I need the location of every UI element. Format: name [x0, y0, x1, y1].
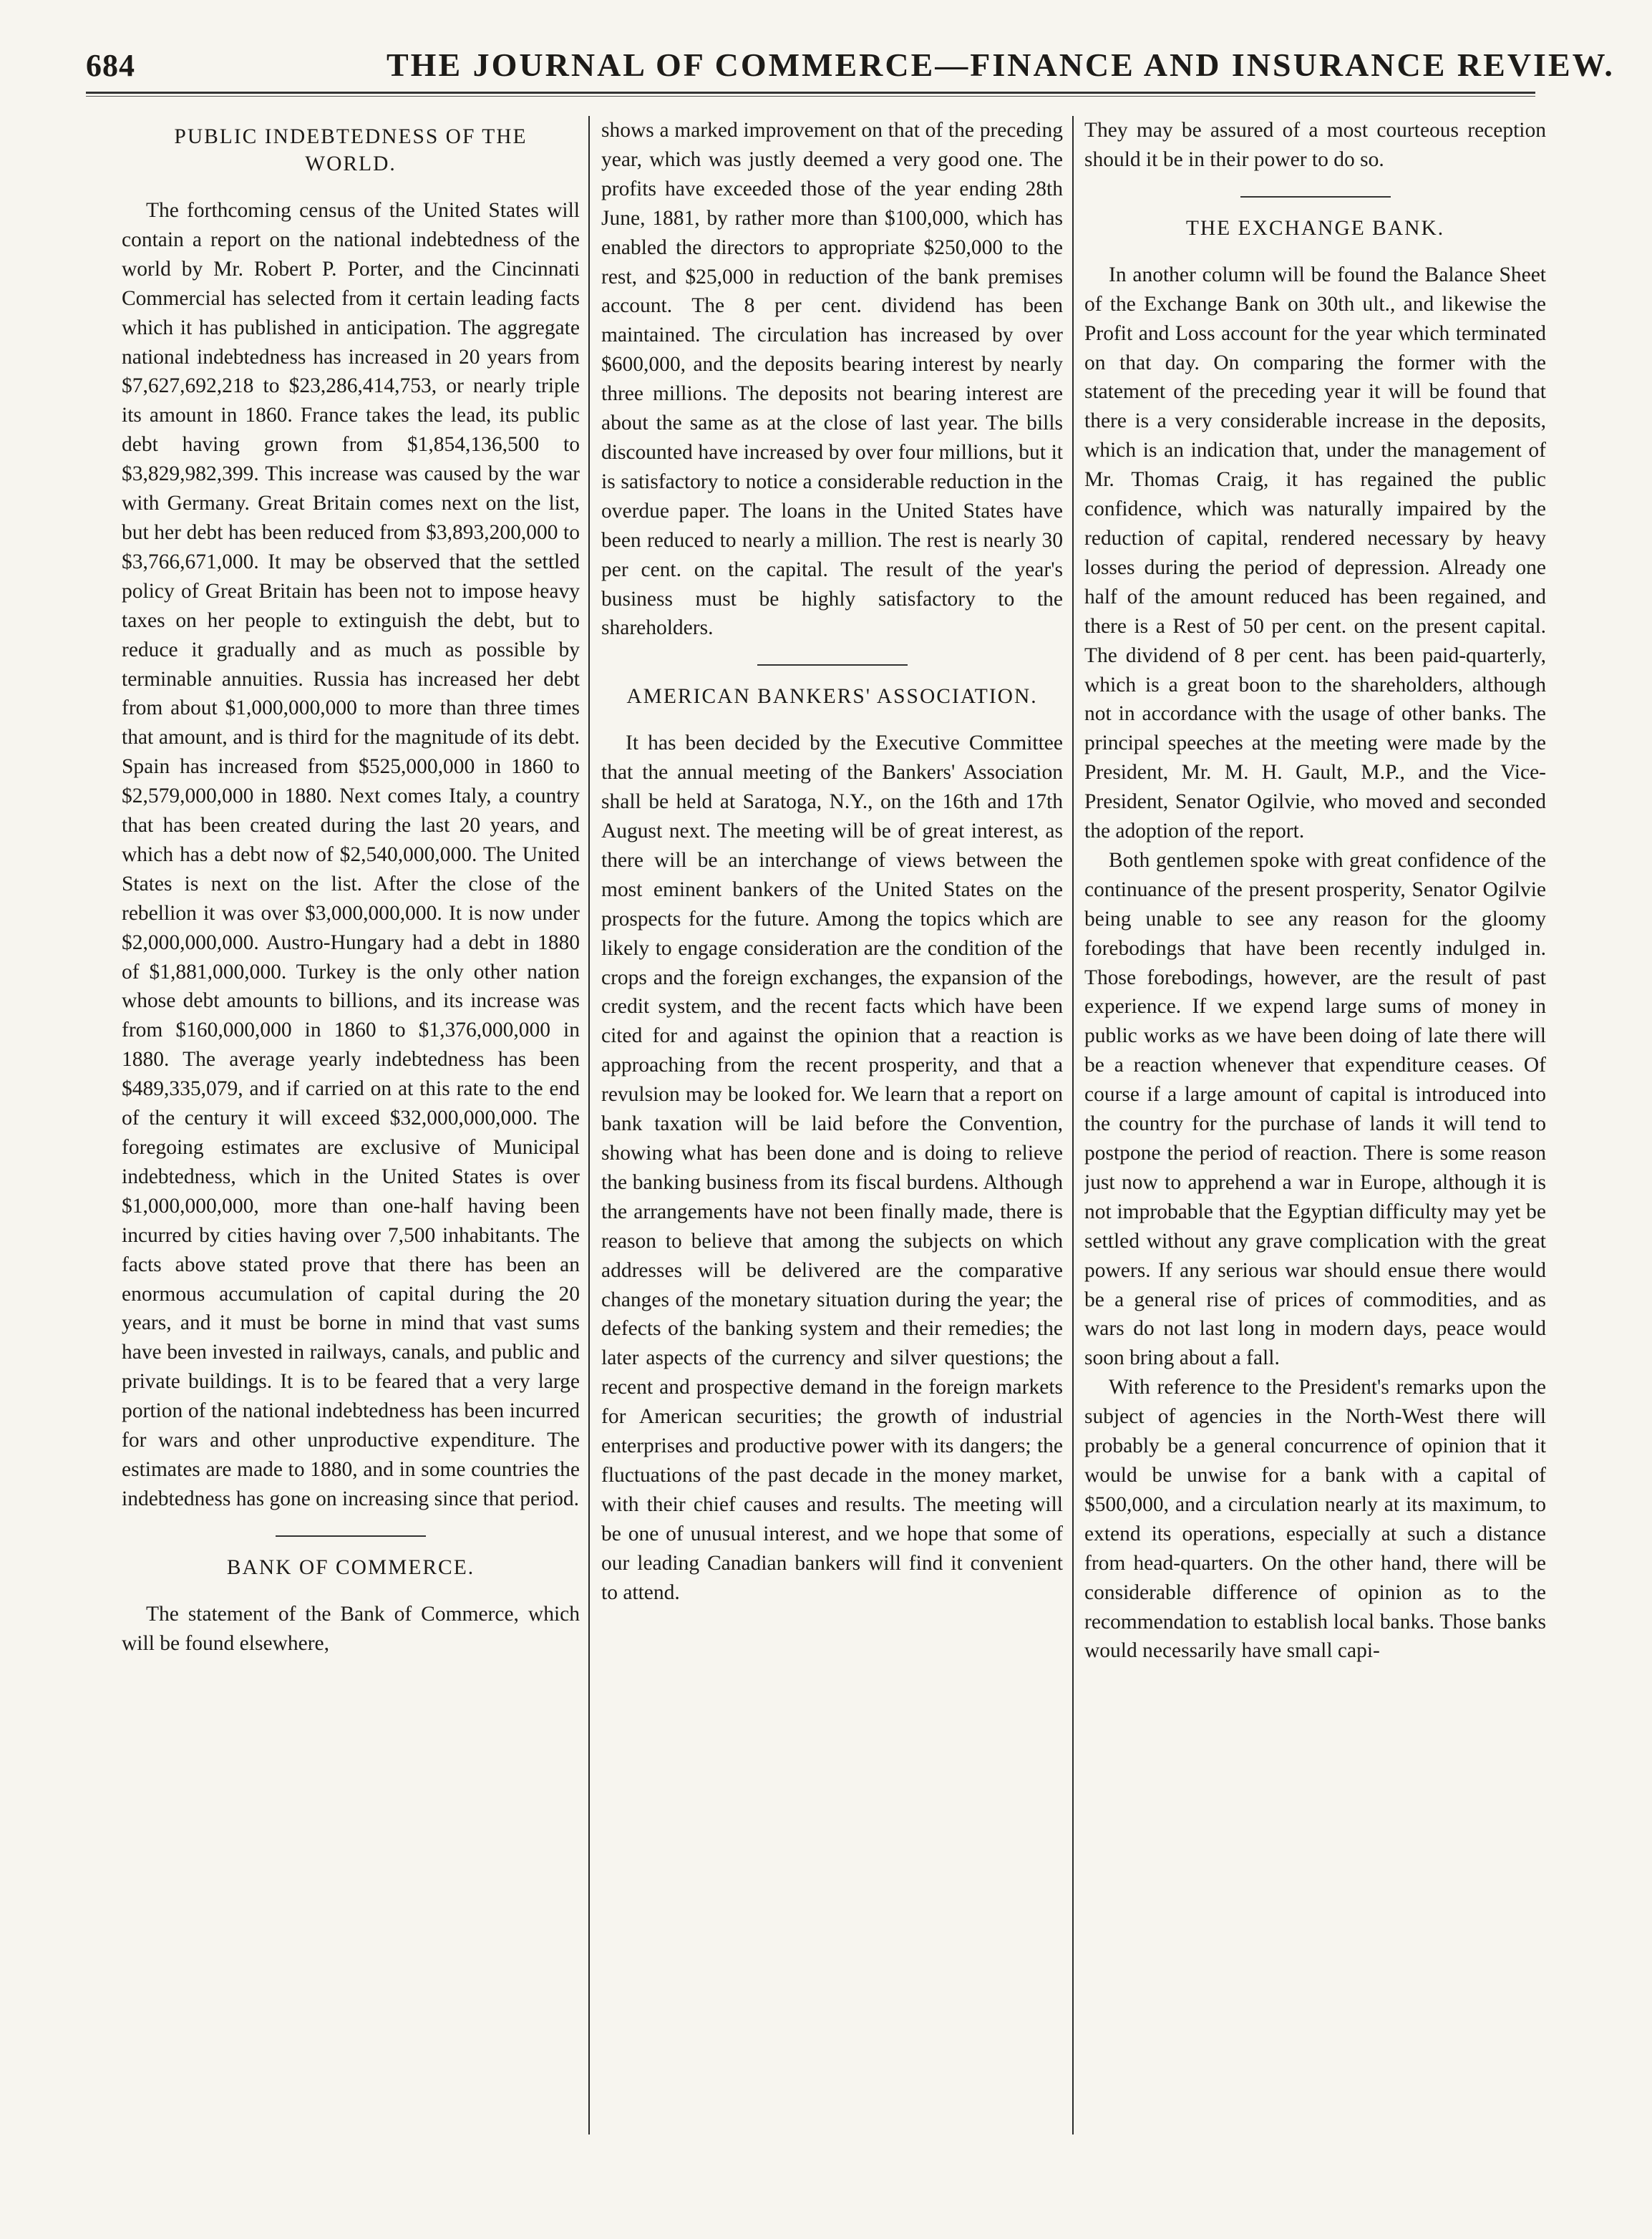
- page-header: [86, 43, 1615, 93]
- column-2: [601, 116, 1063, 2210]
- column-divider: [1072, 116, 1074, 2134]
- article-paragraph: With reference to the President's remarks upon the subject of agencies in the North-West there will probably be a general concurrence of opinion that it would be unwise for a bank with a capital of $500,000, and a circulation nearly at its maximum, to extend its operations, especially at such a distance from head-quarters. On the other hand, there will be considerable difference of opinion as to the recommendation to establish local banks. Those banks would necessarily have small capi-: [1084, 1376, 1546, 1663]
- column-divider: [588, 116, 590, 2134]
- article-heading-american-bankers: AMERICAN BANKERS' ASSOCIATION.: [626, 685, 1038, 709]
- article-paragraph: The forthcoming census of the United States will contain a report on the national indebtedness of the world by Mr. Robert P. Porter, and the Cincinnati Commercial has selected from it certain leading facts which it has published in anticipation. The aggregate national indebtedness has increased in 20 years from $7,627,692,218 to $23,286,414,753, or nearly triple its amount in 1860. France takes the lead, its public debt having grown from $1,854,136,500 to $3,829,982,399. This increase was caused by the war with Germany. Great Britain comes next on the list, but her debt has been reduced from $3,893,200,000 to $3,766,671,000. It may be observed that the settled policy of Great Britain has been not to impose heavy taxes on her people to extinguish the debt, but to reduce it gradually and as much as possible by terminable annuities. Russia has increased her debt from about $1,000,000,000 to more than three times that amount, and is third for the magnitude of its debt. Spain has increased from $525,000,000 in 1860 to $2,579,000,000 in 1880. Next comes Italy, a country that has been created during the last 20 years, and which has a debt now of $2,540,000,000. The United States is next on the list. After the close of the rebellion it was over $3,000,000,000. It is now under $2,000,000,000. Austro-Hungary had a debt in 1880 of $1,881,000,000. Turkey is the only other nation whose debt amounts to billions, and its increase was from $160,000,000 in 1860 to $1,376,000,000 in 1880. The average yearly indebtedness has been $489,335,079, and if carried on at this rate to the end of the century it will exceed $32,000,000,000. The foregoing estimates are exclusive of Municipal indebtedness, which in the United States is over $1,000,000,000, more than one-half having been incurred by cities having over 7,500 inhabitants. The facts above stated prove that there has been an enormous accumulation of capital during the 20 years, and it must be borne in mind that vast sums have been invested in railways, canals, and public and private buildings. It is to be feared that a very large portion of the national indebtedness has been incurred for wars and other unproductive expenditure. The estimates are made to 1880, and in some countries the indebtedness has gone on increasing since that period.: [122, 199, 580, 1510]
- article-paragraph-continued: shows a marked improvement on that of the preceding year, which was justly deemed a very good one. The profits have exceeded those of the year ending 28th June, 1881, by rather more than $100,000, which has enabled the directors to appropriate $250,000 to the rest, and $25,000 in reduction of the bank premises account. The 8 per cent. dividend has been maintained. The circulation has increased by over $600,000, and the deposits bearing interest by nearly three millions. The deposits not bearing interest are about the same as at the close of last year. The bills discounted have increased by over four millions, but it is satisfactory to notice a considerable reduction in the overdue paper. The loans in the United States have been reduced to nearly a million. The rest is nearly 30 per cent. on the capital. The result of the year's business must be highly satisfactory to the shareholders.: [601, 119, 1063, 640]
- header-rule: [86, 92, 1535, 97]
- article-paragraph: In another column will be found the Balance Sheet of the Exchange Bank on 30th ult., and likewise the Profit and Loss account for the year which terminated on that day. On comparing the former with the statement of the preceding year it will be found that there is a very considerable increase in the deposits, which is an indication that, under the management of Mr. Thomas Craig, it has regained the public confidence, which was naturally impaired by the reduction of capital, rendered necessary by heavy losses during the period of depression. Already one half of the amount reduced has been regained, and there is a Rest of 50 per cent. on the present capital. The dividend of 8 per cent. has been paid-quarterly, which is a great boon to the shareholders, although not in accordance with the usage of other banks. The principal speeches at the meeting were made by the President, Mr. M. H. Gault, M.P., and the Vice-President, Senator Ogilvie, who moved and seconded the adoption of the report.: [1084, 263, 1546, 843]
- page-number: 684: [86, 48, 135, 83]
- article-paragraph: Both gentlemen spoke with great confidence of the continuance of the present prosperity, Senator Ogilvie being unable to see any reason for the gloomy forebodings that have been recently indulged in. Those forebodings, however, are the result of past experience. If we expend large sums of money in public works as we have been doing of late there will be a reaction whenever that expenditure ceases. Of course if a large amount of capital is introduced into the country for the purchase of lands it will tend to postpone the period of reaction. There is some reason just now to apprehend a war in Europe, although it is not improbable that the Egyptian difficulty may yet be settled without any grave complication with the great powers. If any serious war should ensue there would be a general rise of prices of commodities, and as wars do not last long in modern days, peace would soon bring about a fall.: [1084, 848, 1546, 1370]
- column-1: [122, 116, 580, 2210]
- article-paragraph: It has been decided by the Executive Committee that the annual meeting of the Bankers' Association shall be held at Saratoga, N.Y., on the 16th and 17th August next. The meeting will be of great interest, as there will be an interchange of views between the most eminent bankers of the United States on the prospects for the future. Among the topics which are likely to engage consideration are the condition of the crops and the foreign exchanges, the expansion of the credit system, and the recent facts which have been cited for and against the opinion that a reaction is approaching from the recent prosperity, and that a revulsion may be looked for. We learn that a report on bank taxation will be laid before the Convention, showing what has been done and is doing to relieve the banking business from its fiscal burdens. Although the arrangements have not been finally made, there is reason to believe that among the subjects on which addresses will be delivered are the comparative changes of the monetary situation during the year; the defects of the banking system and their remedies; the later aspects of the currency and silver questions; the recent and prospective demand in the foreign markets for American securities; the growth of industrial enterprises and productive power with its dangers; the fluctuations of the past decade in the money market, with their chief causes and results. The meeting will be one of unusual interest, and we hope that some of our leading Canadian bankers will find it convenient to attend.: [601, 732, 1063, 1604]
- section-separator: [276, 1535, 426, 1537]
- article-heading-exchange-bank: THE EXCHANGE BANK.: [1185, 216, 1445, 240]
- article-paragraph-continued: They may be assured of a most courteous reception should it be in their power to do so.: [1084, 119, 1546, 171]
- section-separator: [757, 664, 908, 666]
- running-title: THE JOURNAL OF COMMERCE—FINANCE AND INSURANCE REVIEW.: [387, 47, 1615, 83]
- article-heading-public-indebtedness: PUBLIC INDEBTEDNESS OF THE WORLD.: [174, 125, 528, 175]
- article-paragraph: The statement of the Bank of Commerce, which will be found elsewhere,: [122, 1602, 580, 1655]
- column-3: [1084, 116, 1546, 2210]
- article-heading-bank-of-commerce: BANK OF COMMERCE.: [226, 1555, 475, 1579]
- section-separator: [1240, 196, 1391, 198]
